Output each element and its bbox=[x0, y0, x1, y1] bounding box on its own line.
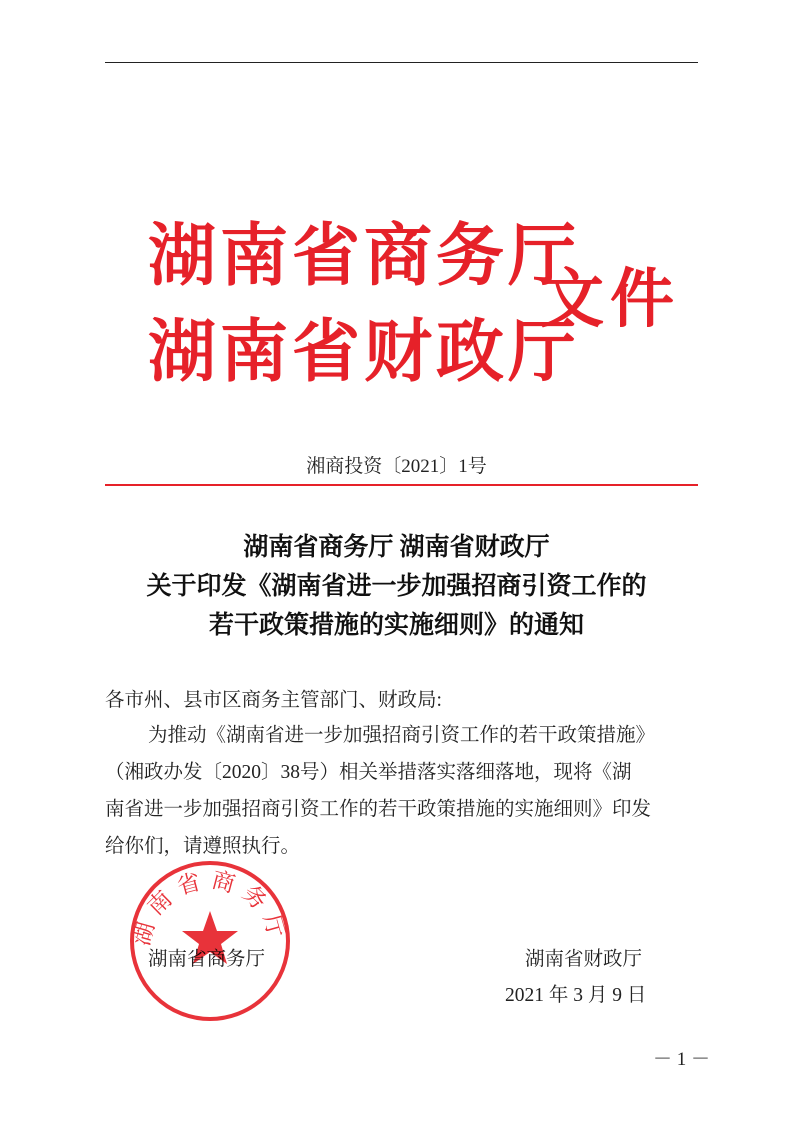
agency-name-commerce: 湖南省商务厅 bbox=[148, 218, 581, 294]
agency-name-finance: 湖南省财政厅 bbox=[148, 314, 581, 390]
red-divider bbox=[105, 484, 698, 486]
document-word: 文件 bbox=[540, 264, 680, 335]
top-rule bbox=[105, 62, 698, 63]
signature-date: 2021 年 3 月 9 日 bbox=[505, 985, 647, 1006]
body-line-2: （湘政办发〔2020〕38号）相关举措落实落细落地，现将《湖 bbox=[105, 762, 632, 783]
notice-title-line2: 关于印发《湖南省进一步加强招商引资工作的 bbox=[146, 573, 647, 600]
signature-commerce: 湖南省商务厅 bbox=[148, 949, 266, 970]
body-line-3: 南省进一步加强招商引资工作的若干政策措施的实施细则》印发 bbox=[105, 799, 652, 820]
seal-text: 湖南省商务厅 bbox=[128, 867, 292, 949]
body-line-4: 给你们，请遵照执行。 bbox=[105, 836, 301, 857]
page-number: － 1 － bbox=[653, 1049, 711, 1070]
official-seal-icon bbox=[128, 859, 292, 1023]
salutation: 各市州、县市区商务主管部门、财政局: bbox=[105, 690, 442, 711]
signature-finance: 湖南省财政厅 bbox=[525, 949, 643, 970]
document-number: 湘商投资〔2021〕1号 bbox=[306, 456, 487, 477]
notice-title-line1: 湖南省商务厅 湖南省财政厅 bbox=[243, 534, 550, 561]
body-line-1: 为推动《湖南省进一步加强招商引资工作的若干政策措施》 bbox=[148, 725, 656, 746]
notice-title-line3: 若干政策措施的实施细则》的通知 bbox=[208, 612, 584, 639]
